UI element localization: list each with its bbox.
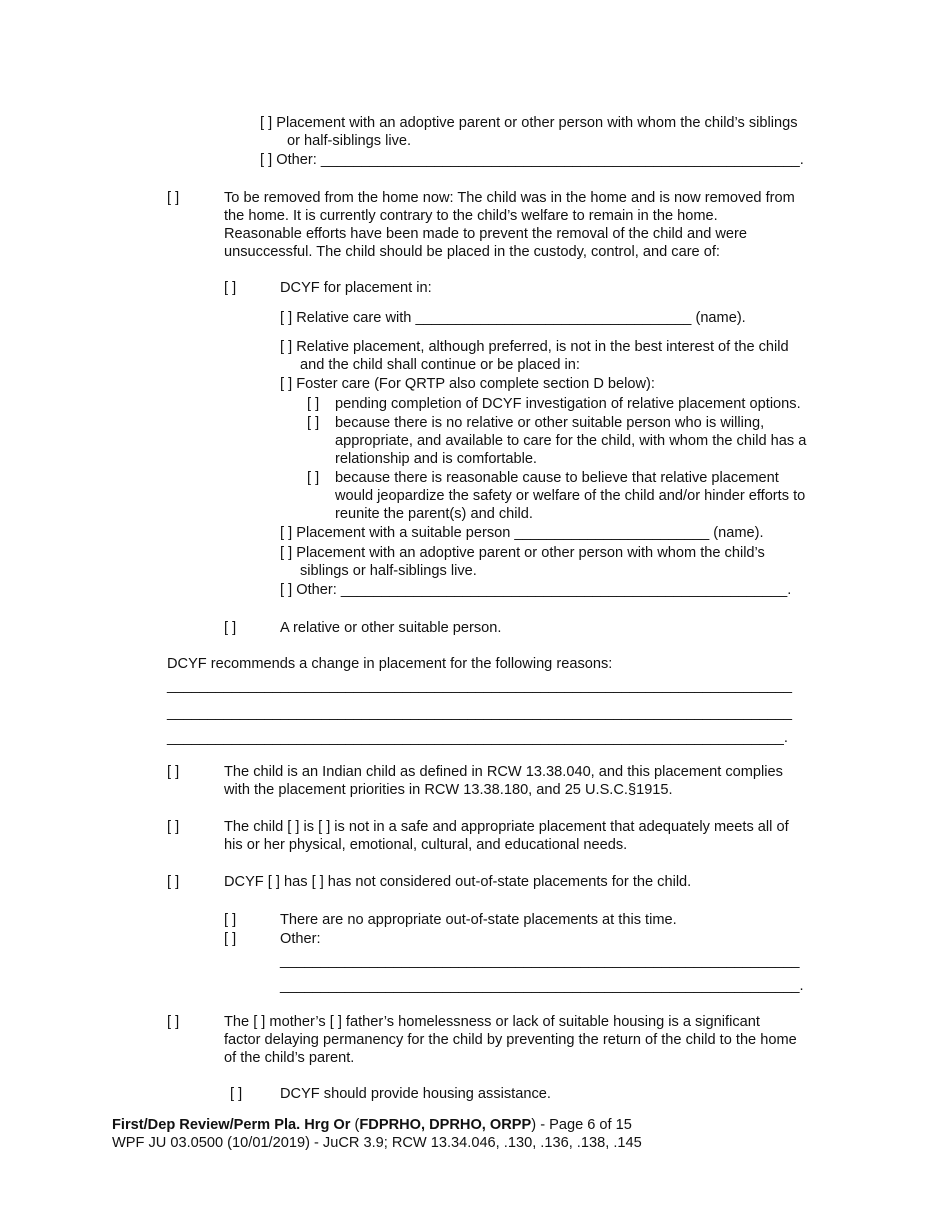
relative-not-best-cont: and the child shall continue or be placed in: — [300, 357, 580, 373]
out-of-state-other-label: Other: — [280, 931, 321, 947]
reasonable-cause-text-3: reunite the parent(s) and child. — [335, 506, 533, 522]
reasonable-cause-text-1: because there is reasonable cause to believe that relative placement — [335, 470, 779, 486]
safe-placement-text-2: his or her physical, emotional, cultural, and educational needs. — [224, 837, 628, 853]
out-of-state-other-line-1[interactable]: ________________________________________________________________ — [280, 953, 800, 969]
adoptive-placement-option[interactable]: [ ] Placement with an adoptive parent or other person with whom the child’s siblings — [260, 115, 798, 131]
footer-page-number: ) - Page 6 of 15 — [531, 1117, 632, 1133]
housing-text-3: of the child’s parent. — [224, 1050, 355, 1066]
relative-suitable-label: A relative or other suitable person. — [280, 620, 502, 636]
out-of-state-other-checkbox[interactable]: [ ] — [224, 931, 237, 947]
indian-child-text-2: with the placement priorities in RCW 13.38.180, and 25 U.S.C.§1915. — [224, 782, 673, 798]
no-out-of-state-checkbox[interactable]: [ ] — [224, 912, 237, 928]
removed-checkbox[interactable]: [ ] — [167, 190, 180, 206]
no-out-of-state-text: There are no appropriate out-of-state placements at this time. — [280, 912, 677, 928]
out-of-state-checkbox[interactable]: [ ] — [167, 874, 180, 890]
adoptive-placement-option-cont: or half-siblings live. — [287, 133, 412, 149]
no-relative-text-3: relationship and is comfortable. — [335, 451, 537, 467]
no-relative-text-1: because there is no relative or other suitable person who is willing, — [335, 415, 765, 431]
other-placement-option[interactable]: [ ] Other: ___________________________________________________________. — [260, 152, 804, 168]
out-of-state-other-line-2[interactable]: ________________________________________________________________. — [280, 978, 804, 994]
dcyf-placement-checkbox[interactable]: [ ] — [224, 280, 237, 296]
suitable-person-option[interactable]: [ ] Placement with a suitable person ________________________ (name). — [280, 525, 764, 541]
relative-suitable-checkbox[interactable]: [ ] — [224, 620, 237, 636]
safe-placement-text-1: The child [ ] is [ ] is not in a safe and appropriate placement that adequately meets all of — [224, 819, 789, 835]
no-relative-text-2: appropriate, and available to care for the child, with whom the child has a — [335, 433, 807, 449]
dcyf-placement-label: DCYF for placement in: — [280, 280, 432, 296]
footer-codes: FDPRHO, DPRHO, ORPP — [359, 1117, 532, 1133]
adoptive-parent-option[interactable]: [ ] Placement with an adoptive parent or other person with whom the child’s — [280, 545, 765, 561]
dcyf-other-option[interactable]: [ ] Other: _______________________________________________________. — [280, 582, 792, 598]
foster-care-option[interactable]: [ ] Foster care (For QRTP also complete section D below): — [280, 376, 655, 392]
recommends-label: DCYF recommends a change in placement for the following reasons: — [167, 656, 613, 672]
relative-not-best-option[interactable]: [ ] Relative placement, although preferred, is not in the best interest of the child — [280, 339, 789, 355]
relative-care-option[interactable]: [ ] Relative care with __________________________________ (name). — [280, 310, 746, 326]
footer-title-bold: First/Dep Review/Perm Pla. Hrg Or — [112, 1117, 351, 1133]
reasonable-cause-text-2: would jeopardize the safety or welfare of the child and/or hinder efforts to — [335, 488, 806, 504]
indian-child-text-1: The child is an Indian child as defined in RCW 13.38.040, and this placement complies — [224, 764, 783, 780]
recommends-line-1[interactable]: _____________________________________________________________________________ — [167, 678, 792, 694]
reasonable-cause-checkbox[interactable]: [ ] — [307, 470, 320, 486]
no-relative-checkbox[interactable]: [ ] — [307, 415, 320, 431]
housing-assistance-checkbox[interactable]: [ ] — [230, 1086, 243, 1102]
safe-placement-checkbox[interactable]: [ ] — [167, 819, 180, 835]
footer-title — [112, 1116, 632, 1134]
removed-text-4: unsuccessful. The child should be placed in the custody, control, and care of: — [224, 244, 720, 260]
housing-text-2: factor delaying permanency for the child by preventing the return of the child to the home — [224, 1032, 797, 1048]
pending-checkbox[interactable]: [ ] — [307, 396, 320, 412]
removed-text-1: To be removed from the home now: The child was in the home and is now removed from — [224, 190, 795, 206]
adoptive-parent-option-cont: siblings or half-siblings live. — [300, 563, 477, 579]
housing-assistance-text: DCYF should provide housing assistance. — [280, 1086, 551, 1102]
removed-text-3: Reasonable efforts have been made to prevent the removal of the child and were — [224, 226, 748, 242]
recommends-line-2[interactable]: _____________________________________________________________________________ — [167, 705, 792, 721]
removed-text-2: the home. It is currently contrary to the child’s welfare to remain in the home. — [224, 208, 718, 224]
pending-text: pending completion of DCYF investigation of relative placement options. — [335, 396, 801, 412]
housing-checkbox[interactable]: [ ] — [167, 1014, 180, 1030]
indian-child-checkbox[interactable]: [ ] — [167, 764, 180, 780]
footer-form-id: WPF JU 03.0500 (10/01/2019) - JuCR 3.9; RCW 13.34.046, .130, .136, .138, .145 — [112, 1135, 642, 1151]
recommends-line-3[interactable]: ____________________________________________________________________________. — [167, 730, 788, 746]
out-of-state-label: DCYF [ ] has [ ] has not considered out-of-state placements for the child. — [224, 874, 692, 890]
footer-open-paren: ( — [350, 1117, 360, 1133]
housing-text-1: The [ ] mother’s [ ] father’s homelessness or lack of suitable housing is a significant — [224, 1014, 760, 1030]
